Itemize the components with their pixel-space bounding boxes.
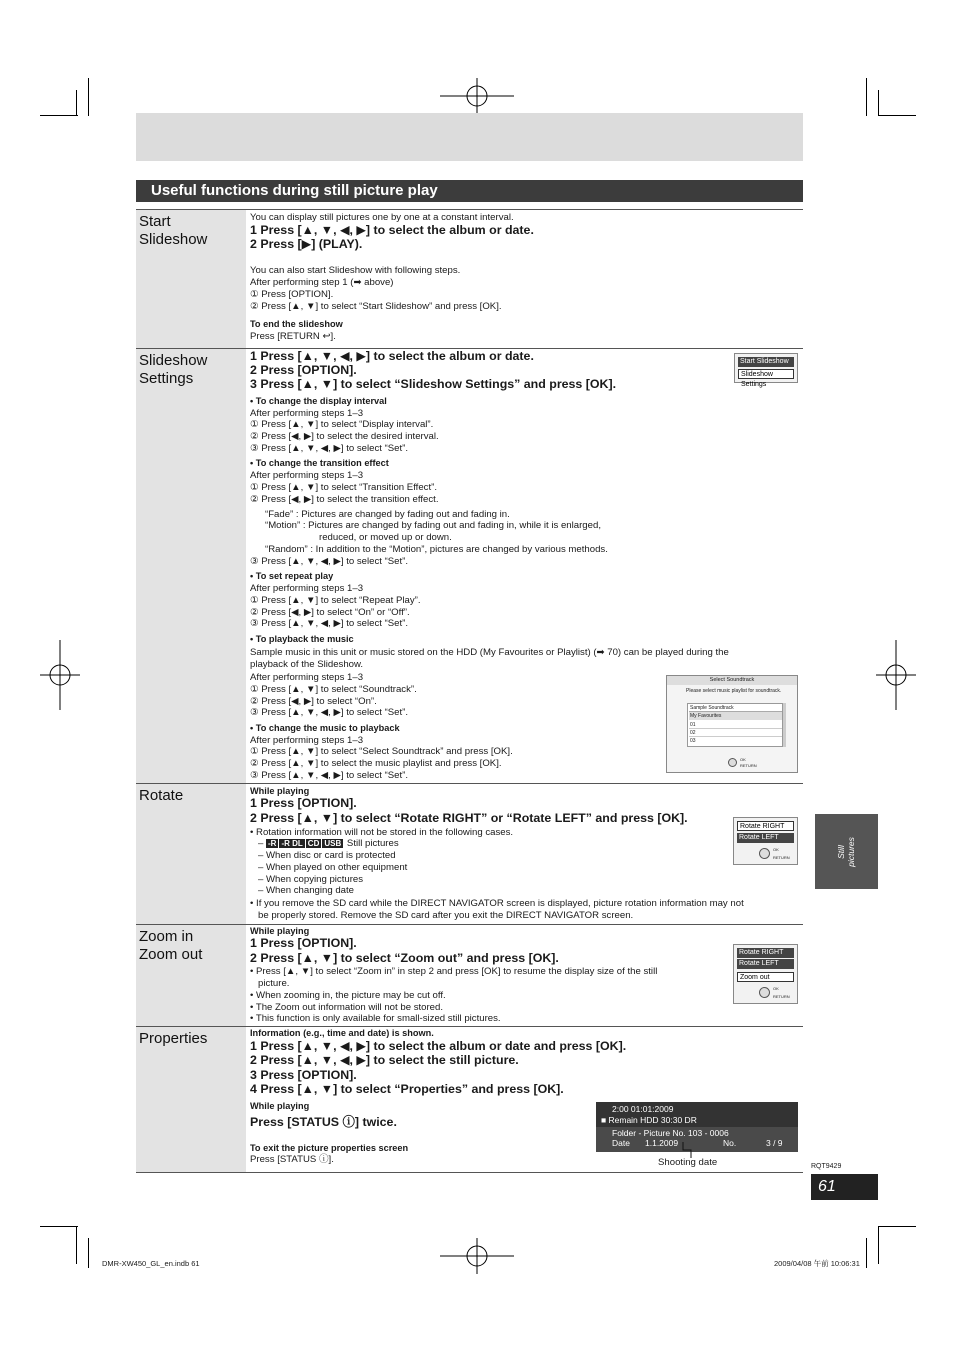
ok-hint: OK (773, 847, 779, 852)
menu-item-rotate-left[interactable]: Rotate LEFT (737, 833, 794, 843)
return-hint: RETURN (773, 855, 790, 860)
side-tab-line: pictures (846, 837, 856, 867)
text-line: • Rotation information will not be stored in the following cases. (250, 827, 514, 838)
text-line: – When played on other equipment (258, 862, 408, 873)
text-line: • This function is only available for small-sized still pictures. (250, 1013, 501, 1024)
step-line: 3 Press [OPTION]. (250, 1068, 357, 1082)
text-line: ① Press [OPTION]. (250, 289, 334, 300)
text-line: • If you remove the SD card while the DIRECT NAVIGATOR screen is displayed, picture rotation information may not (250, 898, 744, 909)
text-line: After performing steps 1–3 (250, 672, 364, 683)
info-date: 1.1.2009 (645, 1138, 679, 1148)
step-line: 2 Press [▲, ▼] to select “Rotate RIGHT” or “Rotate LEFT” and press [OK]. (250, 811, 688, 825)
crop-mark (40, 1226, 78, 1227)
return-hint: RETURN (773, 994, 790, 999)
page-number: 61 (811, 1174, 878, 1200)
step-line: 2 Press [▲, ▼] to select “Zoom out” and press [OK]. (250, 951, 559, 965)
crop-mark (878, 90, 879, 116)
text-line: “Motion” : Pictures are changed by fading out and fading in, while it is enlarged, (265, 520, 601, 531)
media-text: Still pictures (346, 838, 399, 849)
crop-mark (878, 115, 916, 116)
text-line: You can also start Slideshow with following steps. (250, 265, 461, 276)
media-line: – -R -R DL CD USB Still pictures (258, 838, 399, 849)
text-line: be properly stored. Remove the SD card after you exit the DIRECT NAVIGATOR screen. (258, 910, 634, 921)
text-line: ② Press [▲, ▼] to select “Start Slideshow” and press [OK]. (250, 301, 502, 312)
menu-item-rotate-left[interactable]: Rotate LEFT (737, 959, 794, 969)
text-line: • The Zoom out information will not be stored. (250, 1002, 444, 1013)
select-soundtrack-screen (666, 675, 798, 773)
side-tab-line: Still (836, 845, 846, 859)
text-line: ② Press [◀, ▶] to select “On”. (250, 696, 377, 707)
zoom-option-menu (733, 944, 798, 1004)
menu-item-start-slideshow[interactable]: Start Slideshow (738, 357, 794, 367)
text-line: playback of the Slideshow. (250, 659, 364, 670)
text-line: ① Press [▲, ▼] to select “Transition Effect”. (250, 482, 438, 493)
screen-prompt: Please select music playlist for soundtrack. (686, 688, 782, 694)
text-line: ③ Press [▲, ▼, ◀, ▶] to select “Set”. (250, 707, 409, 718)
label-line: Zoom in (139, 928, 194, 945)
crop-mark (88, 1238, 89, 1268)
crop-mark (866, 1238, 867, 1268)
step-line: 1 Press [▲, ▼, ◀, ▶] to select the album or date. (250, 349, 534, 363)
info-date-label: Date (612, 1138, 630, 1148)
crop-mark (866, 78, 867, 116)
subheading: While playing (250, 1101, 310, 1111)
label-line: Properties (139, 1030, 208, 1047)
section-title: Useful functions during still picture play (136, 180, 803, 202)
text-line: • When zooming in, the picture may be cut off. (250, 990, 446, 1001)
info-no: 3 / 9 (766, 1138, 783, 1148)
media-badge: CD (307, 839, 320, 848)
text-line: – When disc or card is protected (258, 850, 396, 861)
crop-mark (88, 78, 89, 116)
label-line: Start (139, 213, 171, 230)
soundtrack-item[interactable]: 02 (689, 729, 782, 737)
media-badge: -R DL (281, 839, 303, 848)
text-line: Press [STATUS ⓘ]. (250, 1154, 334, 1165)
text-line: • Press [▲, ▼] to select “Zoom in” in step 2 and press [OK] to resume the display size of the still (250, 966, 658, 977)
row-start-slideshow (136, 209, 803, 348)
text-line: ③ Press [▲, ▼, ◀, ▶] to select “Set”. (250, 443, 409, 454)
footer-left: DMR-XW450_GL_en.indb 61 (102, 1259, 200, 1268)
info-time: 2:00 01:01:2009 (612, 1104, 674, 1114)
subheading: • To set repeat play (250, 571, 334, 581)
remote-dpad-icon (759, 848, 770, 859)
label-line: Zoom out (139, 946, 203, 963)
menu-item-zoom-out[interactable]: Zoom out (737, 972, 794, 982)
text-line: reduced, or moved up or down. (319, 532, 452, 543)
registration-mark-left (40, 640, 80, 710)
label-line: Slideshow (139, 352, 208, 369)
header-band (136, 113, 803, 161)
text-line: ① Press [▲, ▼] to select “Repeat Play”. (250, 595, 421, 606)
ok-hint: OK (740, 757, 746, 762)
text-line: ① Press [▲, ▼] to select “Display interval”. (250, 419, 434, 430)
menu-item-slideshow-settings[interactable]: Slideshow Settings (738, 369, 794, 379)
text-line: ③ Press [▲, ▼, ◀, ▶] to select “Set”. (250, 770, 409, 781)
text-line: You can display still pictures one by one at a constant interval. (250, 212, 514, 223)
properties-info-screen (596, 1102, 798, 1152)
menu-item-rotate-right[interactable]: Rotate RIGHT (737, 948, 794, 958)
text-line: ① Press [▲, ▼] to select “Soundtrack”. (250, 684, 417, 695)
row-rotate (136, 783, 803, 924)
remote-dpad-icon (759, 987, 770, 998)
subheading: To exit the picture properties screen (250, 1143, 409, 1153)
subheading: To end the slideshow (250, 319, 343, 329)
text-line: ③ Press [▲, ▼, ◀, ▶] to select “Set”. (250, 618, 409, 629)
registration-mark-top (440, 78, 514, 114)
step-line: 2 Press [▶] (PLAY). (250, 237, 363, 251)
text-line: ② Press [◀, ▶] to select the transition effect. (250, 494, 439, 505)
step-line: 1 Press [▲, ▼, ◀, ▶] to select the album or date and press [OK]. (250, 1039, 627, 1053)
row-label (136, 784, 246, 924)
rotate-option-menu (733, 817, 798, 865)
step-line: 4 Press [▲, ▼] to select “Properties” and press [OK]. (250, 1082, 564, 1096)
text-line: After performing steps 1–3 (250, 470, 364, 481)
label-line: Settings (139, 370, 194, 387)
step-line: 3 Press [▲, ▼] to select “Slideshow Settings” and press [OK]. (250, 377, 617, 391)
text-line: – When copying pictures (258, 874, 364, 885)
soundtrack-item[interactable]: My Favourites (689, 712, 782, 720)
subheading: • To change the music to playback (250, 723, 400, 733)
scrollbar[interactable] (783, 703, 786, 747)
label-line: Rotate (139, 787, 184, 804)
screen-title: Select Soundtrack (667, 676, 797, 685)
row-label (136, 210, 246, 348)
soundtrack-item[interactable]: 01 (689, 721, 782, 729)
crop-mark (878, 1226, 916, 1227)
subheading: • To playback the music (250, 634, 354, 644)
step-line: Press [STATUS ⓘ] twice. (250, 1115, 397, 1129)
text-line: “Fade” : Pictures are changed by fading out and fading in. (265, 509, 510, 520)
step-line: 2 Press [OPTION]. (250, 363, 357, 377)
subheading: Information (e.g., time and date) is shown. (250, 1028, 434, 1038)
return-hint: RETURN (740, 763, 757, 768)
soundtrack-list (687, 703, 783, 747)
remote-dpad-icon (728, 758, 737, 767)
text-line: After performing step 1 (➡ above) (250, 277, 394, 288)
row-label (136, 925, 246, 1026)
media-badge: USB (324, 839, 342, 848)
info-remain: ■ Remain HDD 30:30 DR (601, 1115, 697, 1125)
registration-mark-bottom (440, 1238, 514, 1274)
text-line: After performing steps 1–3 (250, 735, 364, 746)
text-line: ② Press [▲, ▼] to select the music playlist and press [OK]. (250, 758, 502, 769)
doc-code: RQT9429 (811, 1163, 842, 1170)
step-line: 1 Press [OPTION]. (250, 936, 357, 950)
ok-hint: OK (773, 986, 779, 991)
slideshow-option-menu (734, 353, 798, 388)
crop-mark (878, 1226, 879, 1264)
text-line: ② Press [◀, ▶] to select “On” or “Off”. (250, 607, 410, 618)
text-line: Press [RETURN ↩]. (250, 331, 336, 342)
footer-right: 2009/04/08 午前 10:06:31 (774, 1259, 860, 1268)
text-line: “Random” : In addition to the “Motion”, pictures are changed by various methods. (265, 544, 608, 555)
text-line: After performing steps 1–3 (250, 583, 364, 594)
text-line: After performing steps 1–3 (250, 408, 364, 419)
subheading: While playing (250, 926, 310, 936)
shooting-date-label: Shooting date (658, 1157, 718, 1168)
step-line: 2 Press [▲, ▼, ◀, ▶] to select the still picture. (250, 1053, 519, 1067)
crop-mark (76, 1226, 77, 1264)
subheading: While playing (250, 786, 310, 796)
step-line: 1 Press [▲, ▼, ◀, ▶] to select the album or date. (250, 223, 534, 237)
side-tab-still-pictures (815, 814, 878, 889)
text-line: – When changing date (258, 885, 355, 896)
text-line: Sample music in this unit or music stored on the HDD (My Favourites or Playlist) (➡ 70) can be played during the (250, 647, 729, 658)
text-line: ③ Press [▲, ▼, ◀, ▶] to select “Set”. (250, 556, 409, 567)
text-line: ① Press [▲, ▼] to select “Select Soundtrack” and press [OK]. (250, 746, 513, 757)
info-top (596, 1102, 798, 1127)
info-no-label: No. (723, 1138, 737, 1148)
label-line: Slideshow (139, 231, 208, 248)
crop-mark (76, 90, 77, 116)
text-line: ② Press [◀, ▶] to select the desired interval. (250, 431, 439, 442)
info-folder: Folder - Picture No. 103 - 0006 (612, 1128, 729, 1138)
menu-item-rotate-right[interactable]: Rotate RIGHT (737, 821, 794, 831)
step-line: 1 Press [OPTION]. (250, 796, 357, 810)
text-line: picture. (258, 978, 290, 989)
soundtrack-item[interactable]: 03 (690, 738, 696, 744)
shooting-date-pointer (682, 1140, 694, 1158)
row-label (136, 1027, 246, 1172)
subheading: • To change the display interval (250, 396, 387, 406)
crop-mark (40, 115, 78, 116)
media-badge: -R (268, 839, 277, 848)
row-label (136, 349, 246, 783)
row-zoom (136, 924, 803, 1026)
registration-mark-right (876, 640, 916, 710)
subheading: • To change the transition effect (250, 458, 389, 468)
soundtrack-item[interactable]: Sample Soundtrack (689, 704, 782, 712)
